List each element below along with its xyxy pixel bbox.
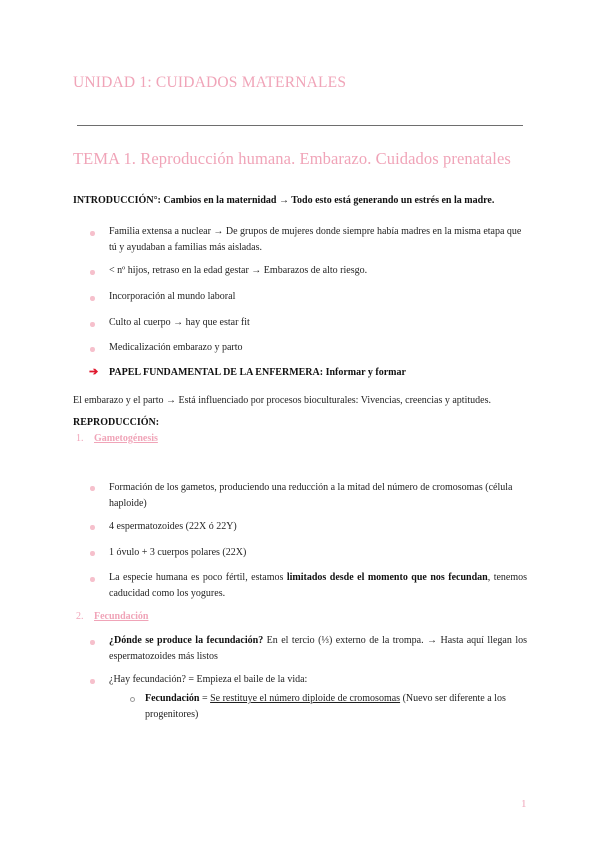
section-number: 2.: [76, 611, 84, 622]
question-bold: ¿Dónde se produce la fecundación?: [109, 635, 264, 646]
reproduccion-heading: REPRODUCCIÓN:: [73, 417, 160, 428]
gametogenesis-bullet-1: Formación de los gametos, produciendo una reducción a la mitad del número de cromosomas (célula haploide): [109, 482, 513, 509]
fecundacion-bullet-1: [109, 633, 527, 664]
bullet-dot: [90, 577, 95, 582]
equals-sign: =: [199, 693, 211, 704]
bullet-dot: [90, 640, 95, 645]
fecundacion-note: (Nuevo ser diferente a los progenitores): [145, 693, 506, 720]
bullet-dot: [90, 551, 95, 556]
bullet-dot: [90, 231, 95, 236]
bullet-dot: [90, 486, 95, 491]
intro-bullet-3: Incorporación al mundo laboral: [109, 291, 236, 302]
bullet-dot: [90, 525, 95, 530]
intro-paragraph: El embarazo y el parto → Está influenciado por procesos bioculturales: Vivencias, creencias y aptitudes.: [73, 395, 491, 406]
bullet-dot: [90, 322, 95, 327]
intro-heading: [73, 193, 525, 209]
page-number: 1: [521, 798, 527, 810]
intro-bullet-1: Familia extensa a nuclear → De grupos de mujeres donde siempre había madres en la misma etapa que tú y ayudaban a familias más aisladas.: [109, 226, 522, 253]
intro-label: INTRODUCCIÓN: [73, 195, 154, 206]
gametogenesis-bullet-3: 1 óvulo + 3 cuerpos polares (22X): [109, 547, 247, 558]
fecundacion-bullet-2: ¿Hay fecundación? = Empieza el baile de la vida:: [109, 674, 308, 685]
gametogenesis-bullet-2: 4 espermatozoides (22X ó 22Y): [109, 521, 237, 532]
bullet-dot: [90, 347, 95, 352]
fecundacion-term: Fecundación: [145, 693, 200, 704]
question-answer: En el tercio (⅓) externo de la trompa. → Hasta aquí llegan los espermatozoides más listos: [109, 635, 527, 662]
bullet-dot: [90, 679, 95, 684]
intro-arrow-item: PAPEL FUNDAMENTAL DE LA ENFERMERA: Informar y formar: [109, 367, 406, 378]
intro-bullet-5: Medicalización embarazo y parto: [109, 342, 243, 353]
section-title-fecundacion: Fecundación: [94, 611, 149, 622]
intro-heading-text: °: Cambios en la maternidad → Todo esto está generando un estrés en la madre.: [153, 195, 495, 206]
bullet-dot: [90, 270, 95, 275]
bullet-bold-text: limitados desde el momento que nos fecundan: [286, 572, 488, 583]
fecundacion-sub-bullet: [145, 691, 528, 722]
horizontal-rule: [77, 125, 523, 126]
gametogenesis-bullet-4: [109, 570, 527, 601]
bullet-dot: [90, 296, 95, 301]
tema-title: TEMA 1. Reproducción humana. Embarazo. Cuidados prenatales: [73, 149, 511, 168]
fecundacion-definition: Se restituye el número diploide de cromosomas: [210, 693, 401, 704]
section-title-gametogenesis: Gametogénesis: [94, 433, 158, 444]
red-arrow-icon: ➔: [89, 366, 99, 378]
unit-title: UNIDAD 1: CUIDADOS MATERNALES: [73, 74, 347, 91]
bullet-text: , tenemos caducidad como los yogures.: [109, 572, 528, 599]
sub-bullet-circle: [130, 697, 135, 702]
bullet-text: La especie humana es poco fértil, estamos: [109, 572, 287, 583]
intro-bullet-2: < nº hijos, retraso en la edad gestar → Embarazos de alto riesgo.: [109, 265, 368, 276]
section-number: 1.: [76, 433, 84, 444]
intro-bullet-4: Culto al cuerpo → hay que estar fit: [109, 317, 250, 328]
